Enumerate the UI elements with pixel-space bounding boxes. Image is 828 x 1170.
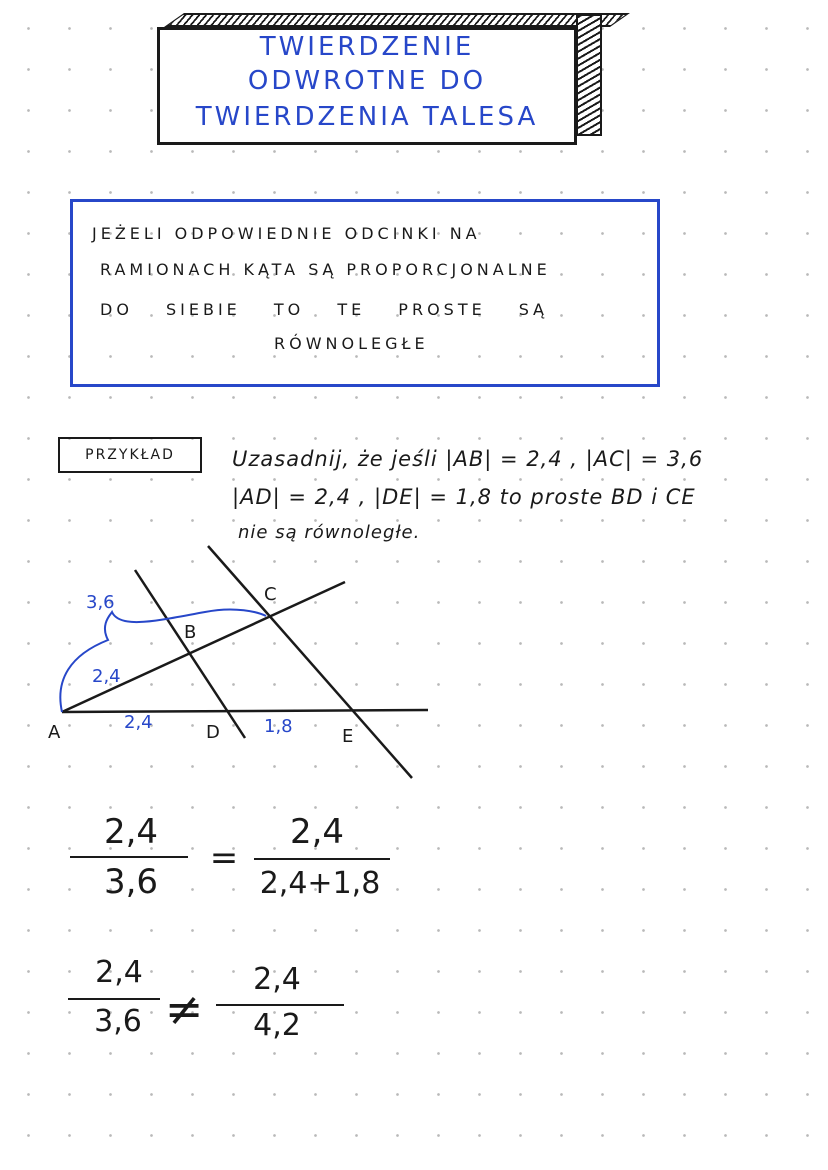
- eq1-right-bar: [254, 858, 390, 860]
- eq2-right-bar: [216, 1004, 344, 1006]
- eq2-left-denominator: 3,6: [94, 1004, 142, 1039]
- eq2-sign: ≠: [164, 982, 204, 1036]
- eq1-left-denominator: 3,6: [103, 862, 159, 902]
- title-line-1: TWIERDZENIE: [259, 32, 475, 62]
- eq1-left-numerator: 2,4: [103, 812, 159, 852]
- eq1-right-denominator: 2,4+1,8: [259, 866, 381, 901]
- measure-ad: 2,4: [124, 712, 153, 733]
- eq2-left-numerator: 2,4: [95, 955, 143, 990]
- eq2-right-numerator: 2,4: [253, 962, 301, 997]
- theorem-line-1: JEŻELI ODPOWIEDNIE ODCINKI NA: [92, 224, 481, 243]
- eq2-left-bar: [68, 998, 160, 1000]
- theorem-line-2: RAMIONACH KĄTA SĄ PROPORCJONALNE: [100, 260, 551, 279]
- title-line-3: TWIERDZENIA TALESA: [195, 102, 539, 132]
- measure-de: 1,8: [264, 716, 293, 737]
- example-label: PRZYKŁAD: [58, 437, 202, 473]
- title-line-2: ODWROTNE DO: [247, 66, 487, 96]
- brace-ac: [60, 609, 266, 712]
- line-ae: [62, 710, 428, 712]
- task-line-1: Uzasadnij, że jeśli |AB| = 2,4 , |AC| = 3,6: [232, 447, 704, 471]
- line-ce: [208, 546, 412, 778]
- eq1-right-numerator: 2,4: [289, 812, 345, 852]
- theorem-line-3: DO SIEBIE TO TE PROSTE SĄ: [100, 300, 548, 319]
- eq2-right-denominator: 4,2: [253, 1008, 301, 1043]
- point-c-label: C: [264, 584, 277, 605]
- point-e-label: E: [342, 726, 354, 747]
- theorem-line-4: RÓWNOLEGŁE: [274, 334, 429, 353]
- point-d-label: D: [206, 722, 220, 743]
- eq1-left-bar: [70, 856, 188, 858]
- point-b-label: B: [184, 622, 197, 643]
- eq1-sign: =: [209, 838, 239, 878]
- task-line-3: nie są równoległe.: [238, 522, 421, 543]
- point-a-label: A: [48, 722, 61, 743]
- measure-ac: 3,6: [86, 592, 115, 613]
- measure-ab: 2,4: [92, 666, 121, 687]
- task-line-2: |AD| = 2,4 , |DE| = 1,8 to proste BD i CE: [232, 485, 696, 509]
